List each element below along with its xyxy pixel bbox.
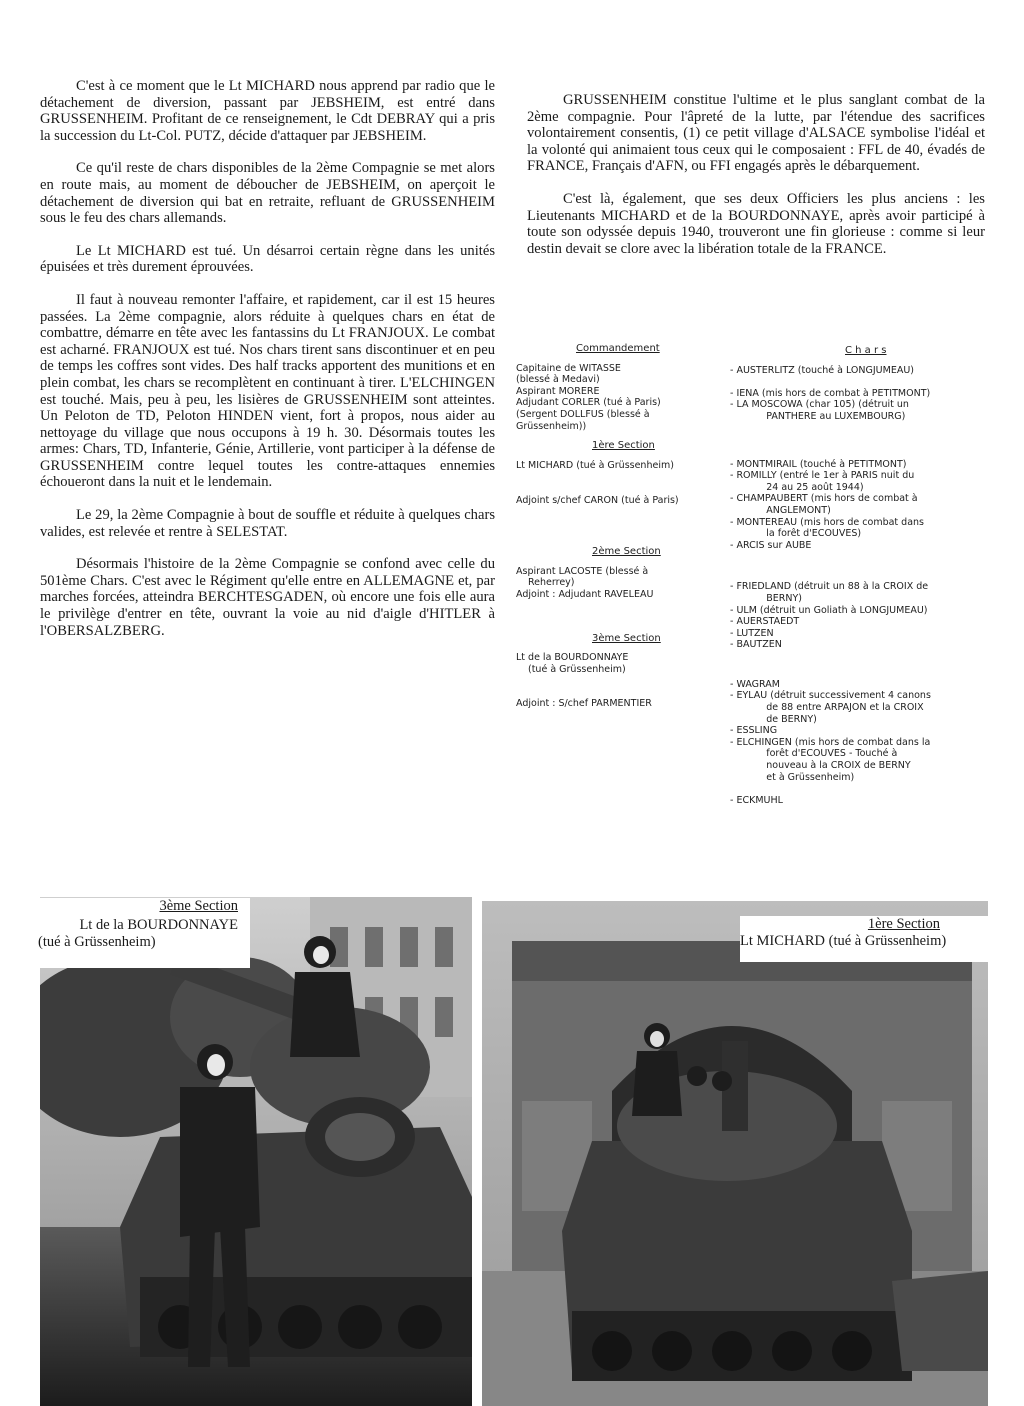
paragraph: Il faut à nouveau remonter l'affaire, et rapidement, car il est 15 heures passées. La 2ème compagnie, alors réduite à quelques chars en état de combattre, démarre en tête avec les fantassins du Lt FRANJOUX. Le combat est acharné. FRANJOUX est tué. Nos chars tirent sans discontinuer et en peu de temps les coffres sont vides. Des half tracks apportent des munitions et en plein combat, les chars se recomplètent en continuant à tirer. L'ELCHINGEN est touché. Mais, peu à peu, les lisières de GRUSSENHEIM sont atteintes. Un Peloton de TD, Peloton HINDEN vient, fort à propos, nous aider au nettoyage du village que nous occupons à 19 h. 30. Désormais toutes les armes: Chars, TD, Infanterie, Génie, Artillerie, vont participer à la défense de GRUSSENHEIM contre lequel toutes les contre-attaques ennemies échoueront dans la nuit et le lendemain. <box>40 291 495 491</box>
right-column <box>527 92 985 273</box>
arc-de-triomphe-image <box>482 901 988 1406</box>
section3-officers: Lt de la BOURDONNAYE (tué à Grüssenheim) Adjoint : S/chef PARMENTIER <box>516 652 652 710</box>
page-edge <box>988 0 1024 1406</box>
left-column <box>40 78 495 655</box>
caption-section: 1ère Section <box>867 916 940 932</box>
paragraph: Désormais l'histoire de la 2ème Compagnie se confond avec celle du 501ème Chars. C'est avec le Régiment qu'elle entre en ALLEMAGNE et, par marches forcées, atteindra BERCHTESGADEN, où encore une fois elle aura le privilège d'entrer en tête, ouvrant la voie au nid d'aigle d'HITLER à l'OBERSALZBERG. <box>40 556 495 639</box>
section1-heading: 1ère Section <box>592 440 655 452</box>
caption-name: Lt MICHARD (tué à Grüssenheim) <box>740 933 947 949</box>
tank-crew-image <box>40 897 472 1406</box>
commandement-officers: Capitaine de WITASSE (blessé à Medavi) Aspirant MORERE Adjudant CORLER (tué à Paris) (Sergent DOLLFUS (blessé à Grüssenheim)) <box>516 362 661 432</box>
paragraph: Le 29, la 2ème Compagnie à bout de souffle et réduite à quelques chars valides, est relevée et rentre à SELESTAT. <box>40 507 495 540</box>
roster-chars <box>730 345 985 806</box>
section3-chars: - WAGRAM - EYLAU (détruit successivement 4 canons de 88 entre ARPAJON et la CROIX de BERNY) - ESSLING - ELCHINGEN (mis hors de combat dans la forêt d'ECOUVES - Touché à nouveau à la CROIX de BERNY et à Grüssenheim) - ECKMUHL <box>730 678 931 806</box>
paragraph: Le Lt MICHARD est tué. Un désarroi certain règne dans les unités épuisées et très durement éprouvées. <box>40 242 495 276</box>
photo-caption-right <box>740 916 990 962</box>
caption-section: 3ème Section <box>159 898 238 914</box>
section2-chars: - FRIEDLAND (détruit un 88 à la CROIX de BERNY) - ULM (détruit un Goliath à LONGJUMEAU) - AUERSTAEDT - LUTZEN - BAUTZEN <box>730 581 929 651</box>
commandement-chars: - AUSTERLITZ (touché à LONGJUMEAU) - IENA (mis hors de combat à PETITMONT) - LA MOSCOWA (char 105) (détruit un PANTHERE au LUXEMBOURG) <box>730 364 931 422</box>
section1-officers: Lt MICHARD (tué à Grüssenheim) Adjoint s/chef CARON (tué à Paris) <box>516 459 679 506</box>
commandement-heading: Commandement <box>576 343 660 354</box>
caption-name: Lt de la BOURDONNAYE <box>79 917 238 933</box>
section2-heading: 2ème Section <box>592 546 661 558</box>
caption-note: (tué à Grüssenheim) <box>38 934 156 950</box>
photo-caption-left <box>20 898 250 968</box>
roster-officers <box>516 343 726 710</box>
chars-heading: C h a r s <box>845 345 887 356</box>
tank-photo-right <box>482 901 988 1406</box>
tank-photo-left <box>40 897 472 1406</box>
section2-officers: Aspirant LACOSTE (blessé à Reherrey) Adjoint : Adjudant RAVELEAU <box>516 565 654 600</box>
paragraph: Ce qu'il reste de chars disponibles de la 2ème Compagnie se met alors en route mais, au moment de déboucher de JEBSHEIM, on aperçoit le détachement de diversion qui bat en retraite, refluant de GRUSSENHEIM sous le feu des chars allemands. <box>40 160 495 227</box>
paragraph: C'est à ce moment que le Lt MICHARD nous apprend par radio que le détachement de diversion, passant par JEBSHEIM, est entré dans GRUSSENHEIM. Profitant de ce renseignement, le Cdt DEBRAY qui a pris la succession du Lt-Col. PUTZ, décide d'attaquer par JEBSHEIM. <box>40 78 495 144</box>
section1-chars: - MONTMIRAIL (touché à PETITMONT) - ROMILLY (entré le 1er à PARIS nuit du 24 au 25 août 1944) - CHAMPAUBERT (mis hors de combat à ANGLEMONT) - MONTEREAU (mis hors de combat dans la forêt d'ECOUVES) - ARCIS sur AUBE <box>730 458 924 551</box>
section3-heading: 3ème Section <box>592 632 661 644</box>
paragraph: C'est là, également, que ses deux Officiers les plus anciens : les Lieutenants MICHARD et de la BOURDONNAYE, après avoir participé à toute son odyssée depuis 1940, trouveront une fin glorieuse : comme si leur destin devait se clore avec la libération totale de la FRANCE. <box>527 190 985 257</box>
paragraph: GRUSSENHEIM constitue l'ultime et le plus sanglant combat de la 2ème compagnie. Pour l'âpreté de la lutte, par l'étendue des sacrifices volontairement consentis, (1) ce petit village d'ALSACE symbolise l'idéal et la volonté qui animaient tous ceux qui le composaient : FFL de 40, évadés de FRANCE, Français d'AFN, ou FFI engagés après le débarquement. <box>527 92 985 175</box>
